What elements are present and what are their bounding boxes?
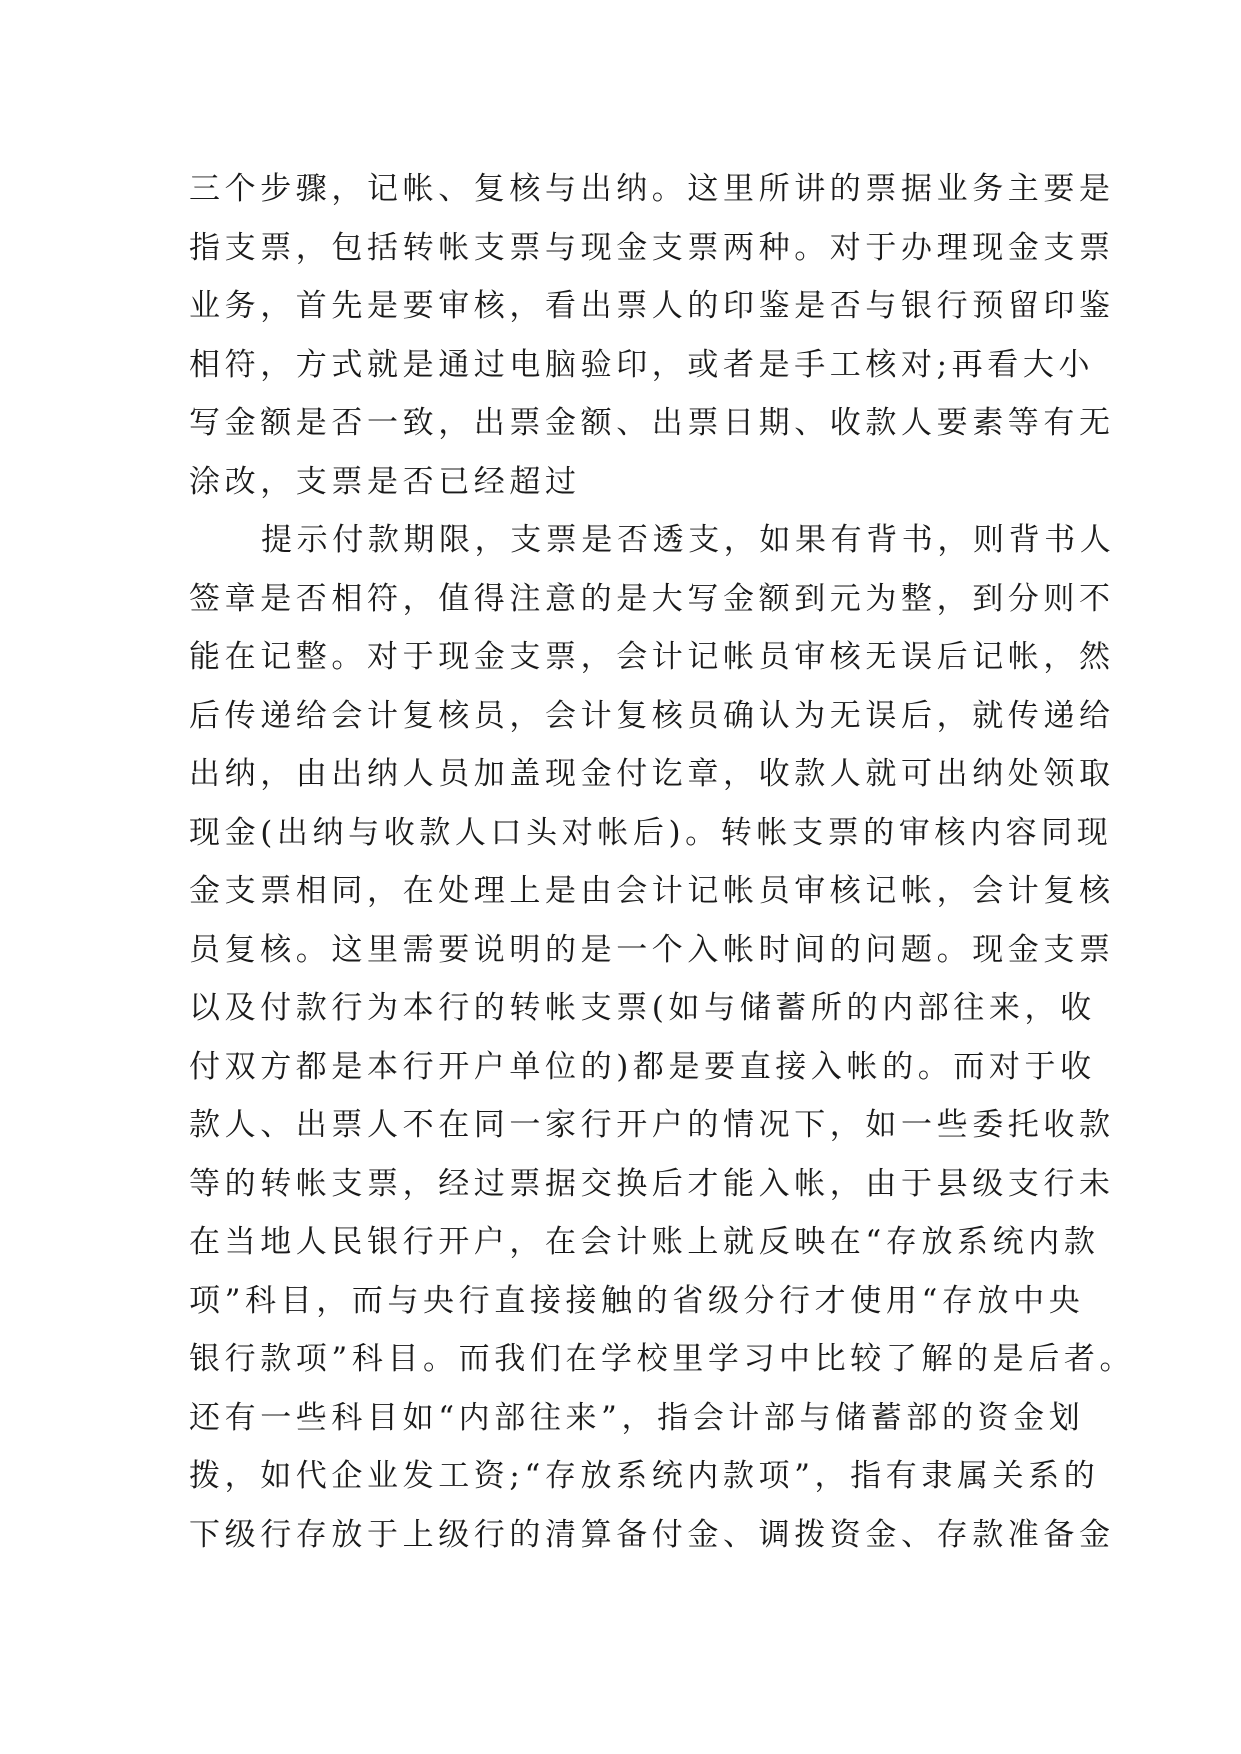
- text-line: 能在记整。对于现金支票，会计记帐员审核无误后记帐，然: [189, 639, 1115, 675]
- text-line: 拨，如代企业发工资;“存放系统内款项”，指有隶属关系的: [189, 1458, 1100, 1494]
- text-line: 以及付款行为本行的转帐支票(如与储蓄所的内部往来，收: [189, 990, 1096, 1026]
- text-line: 三个步骤，记帐、复核与出纳。这里所讲的票据业务主要是: [189, 171, 1115, 207]
- text-line: 写金额是否一致，出票金额、出票日期、收款人要素等有无: [189, 405, 1115, 441]
- text-line: 签章是否相符，值得注意的是大写金额到元为整，到分则不: [189, 580, 1115, 617]
- document-body: [189, 160, 1136, 1564]
- text-line: 付双方都是本行开户单位的)都是要直接入帐的。而对于收: [189, 1048, 1096, 1085]
- text-line: 在当地人民银行开户，在会计账上就反映在“存放系统内款: [189, 1224, 1100, 1260]
- text-line: 等的转帐支票，经过票据交换后才能入帐，由于县级支行未: [189, 1165, 1115, 1202]
- text-line: 涂改，支票是否已经超过: [189, 463, 581, 500]
- text-line: 提示付款期限，支票是否透支，如果有背书，则背书人: [261, 522, 1116, 558]
- text-line: 相符，方式就是通过电脑验印，或者是手工核对;再看大小: [189, 346, 1095, 383]
- text-line: 项”科目，而与央行直接接触的省级分行才使用“存放中央: [189, 1282, 1085, 1319]
- text-line: 下级行存放于上级行的清算备付金、调拨资金、存款准备金: [189, 1516, 1115, 1553]
- text-line: 款人、出票人不在同一家行开户的情况下，如一些委托收款: [189, 1107, 1115, 1143]
- paragraph-2: [189, 511, 1136, 1564]
- text-line: 现金(出纳与收款人口头对帐后)。转帐支票的审核内容同现: [189, 814, 1113, 851]
- paragraph-1: [189, 160, 1115, 511]
- text-line: 业务，首先是要审核，看出票人的印鉴是否与银行预留印鉴: [189, 288, 1115, 324]
- text-line: 出纳，由出纳人员加盖现金付讫章，收款人就可出纳处领取: [189, 756, 1115, 792]
- text-line: 还有一些科目如“内部往来”，指会计部与储蓄部的资金划: [189, 1399, 1085, 1436]
- text-line: 后传递给会计复核员，会计复核员确认为无误后，就传递给: [189, 697, 1115, 734]
- text-line: 员复核。这里需要说明的是一个入帐时间的问题。现金支票: [189, 931, 1115, 968]
- text-line: 金支票相同，在处理上是由会计记帐员审核记帐，会计复核: [189, 873, 1115, 909]
- text-line: 银行款项”科目。而我们在学校里学习中比较了解的是后者。: [189, 1341, 1136, 1377]
- text-line: 指支票，包括转帐支票与现金支票两种。对于办理现金支票: [189, 229, 1115, 266]
